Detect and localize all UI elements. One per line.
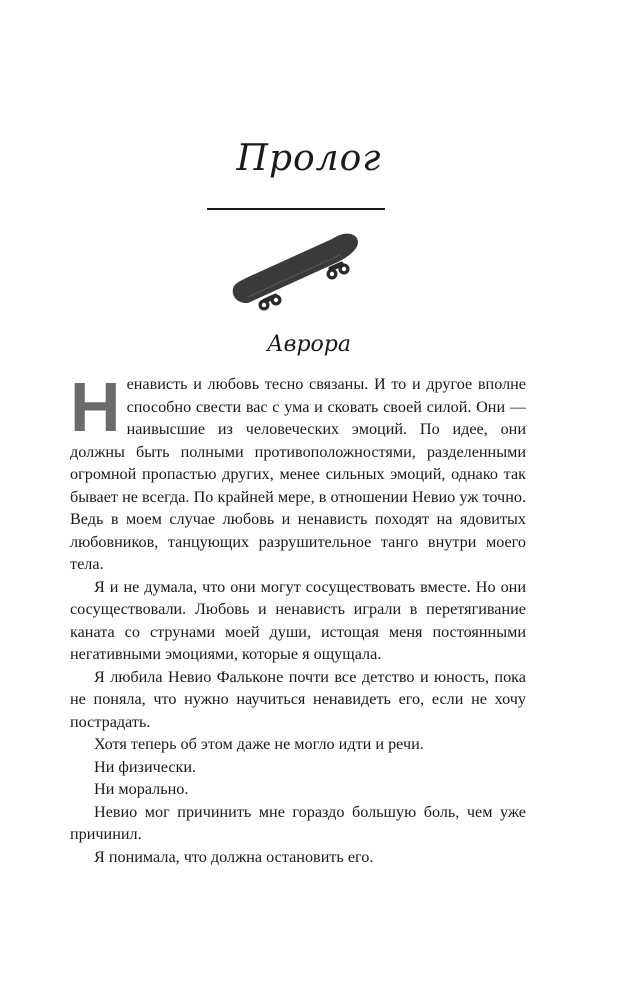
paragraph: Ни морально. <box>94 780 189 798</box>
chapter-title: Пролог <box>236 138 382 179</box>
paragraph: Невио мог причинить мне гораздо большую боль, чем уже причинил. <box>70 802 526 843</box>
drop-cap: Н <box>70 368 121 446</box>
paragraph: Я понимала, что должна остановить его. <box>94 847 374 866</box>
paragraph: Я любила Невио Фальконе почти все детство и юность, пока не поняла, что нужно научиться ненавидеть его, если не хочу пострадать. <box>70 667 526 731</box>
paragraph: Хотя теперь об этом даже не могло идти и речи. <box>94 735 424 753</box>
pov-heading: Аврора <box>267 332 351 357</box>
skateboard-icon <box>228 232 364 314</box>
paragraph: Я и не думала, что они могут сосуществовать вместе. Но они сосуществовали. Любовь и ненависть играли в перетягивание каната со струнами моей души, истощая меня постоянными негативными эмоциями, которые я ощущала. <box>70 577 526 663</box>
title-divider <box>207 208 385 210</box>
paragraph <box>70 368 526 576</box>
paragraph: Ни физически. <box>94 757 197 776</box>
paragraph-text: енависть и любовь тесно связаны. И то и другое вполне способно свести вас с ума и сковать своей силой. Они — наивысшие из человеческих эмоций. По идее, они должны быть полными противоположностями, разделенными огромной пропастью других, менее сильных эмоций, однако так бывает не всегда. По крайней мере, в отношении Невио уж точно. Ведь в моем случае любовь и ненависть походят на ядовитых любовников, танцующих разрушительное танго внутри моего тела. <box>70 375 526 573</box>
body-text <box>70 368 526 868</box>
